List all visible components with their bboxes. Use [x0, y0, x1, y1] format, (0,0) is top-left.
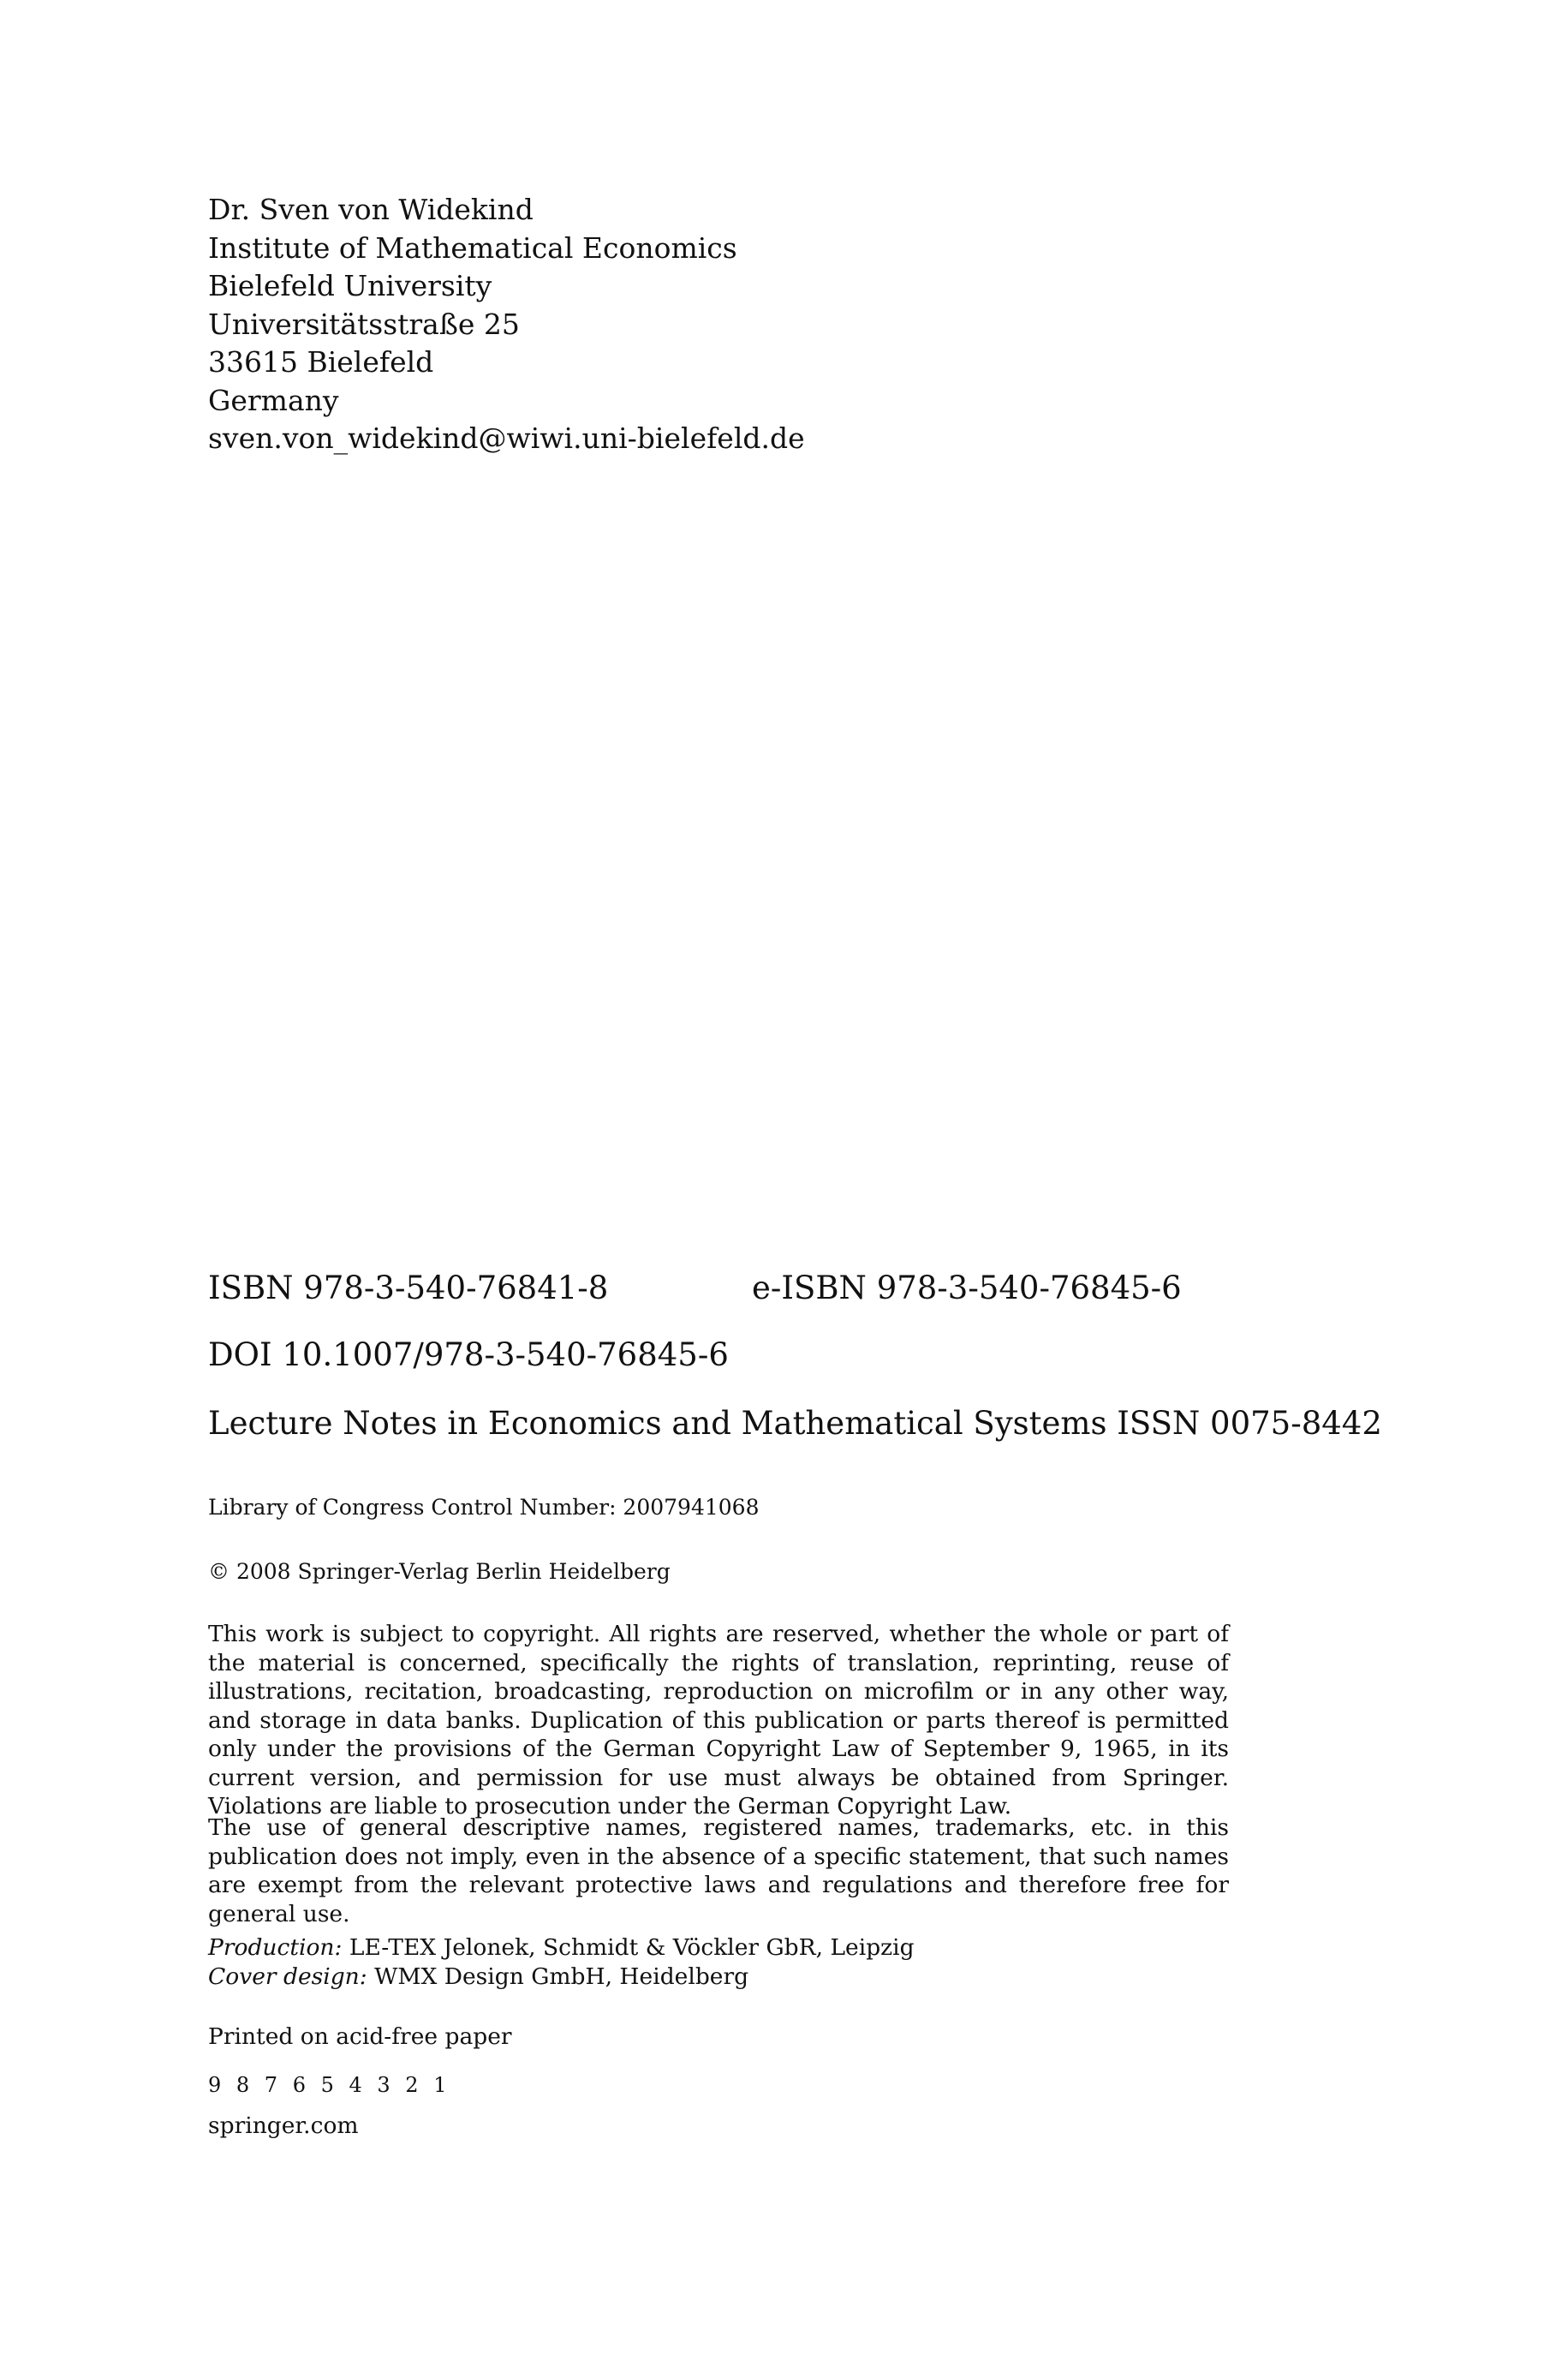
author-name: Dr. Sven von Widekind [208, 193, 534, 226]
country: Germany [208, 383, 339, 417]
production-value: LE-TEX Jelonek, Schmidt & Vöckler GbR, Leipzig [349, 1934, 915, 1961]
print-line: 9 8 7 6 5 4 3 2 1 [208, 2073, 451, 2097]
legal-paragraph-copyright: This work is subject to copyright. All rights are reserved, whether the whole or part of the material is concerned, specifically the rights of translation, reprinting, reuse of illustrations, recitation, broadcasting, reproduction on microfilm or in any other way, and storage in data banks. Duplication of this publication or parts thereof is permitted only under the provisions of the German Copyright Law of September 9, 1965, in its current version, and permission for use must always be obtained from Springer. Violations are liable to prosecution under the German Copyright Law. [208, 1621, 1229, 1819]
street: Universitätsstraße 25 [208, 307, 520, 341]
production-label: Production: [208, 1934, 343, 1961]
isbn: ISBN 978-3-540-76841-8 [208, 1270, 609, 1306]
author-address-block [208, 191, 1150, 458]
printed-note: Printed on acid-free paper [208, 2023, 512, 2050]
institute: Institute of Mathematical Economics [208, 230, 737, 265]
cover-design-label: Cover design: [208, 1963, 367, 1990]
production-credits [208, 1933, 915, 1992]
copyright-notice: © 2008 Springer-Verlag Berlin Heidelberg [208, 1559, 671, 1584]
legal-paragraph-trademarks: The use of general descriptive names, registered names, trademarks, etc. in this publication does not imply, even in the absence of a specific statement, that such names are exempt from the relevant protective laws and regulations and therefore free for general use. [208, 1814, 1229, 1927]
university: Bielefeld University [208, 269, 492, 302]
cover-design-credit [208, 1963, 915, 1992]
production-credit [208, 1933, 915, 1963]
postal-city: 33615 Bielefeld [208, 345, 434, 379]
publisher-website: springer.com [208, 2112, 359, 2139]
series-title: Lecture Notes in Economics and Mathematical Systems ISSN 0075-8442 [208, 1405, 1382, 1442]
cover-design-value: WMX Design GmbH, Heidelberg [374, 1963, 749, 1990]
email: sven.von_widekind@wiwi.uni-bielefeld.de [208, 421, 805, 455]
isbn-row [208, 1270, 1236, 1312]
e-isbn: e-ISBN 978-3-540-76845-6 [752, 1270, 1182, 1306]
library-of-congress-number: Library of Congress Control Number: 2007941068 [208, 1495, 760, 1520]
doi: DOI 10.1007/978-3-540-76845-6 [208, 1336, 729, 1373]
